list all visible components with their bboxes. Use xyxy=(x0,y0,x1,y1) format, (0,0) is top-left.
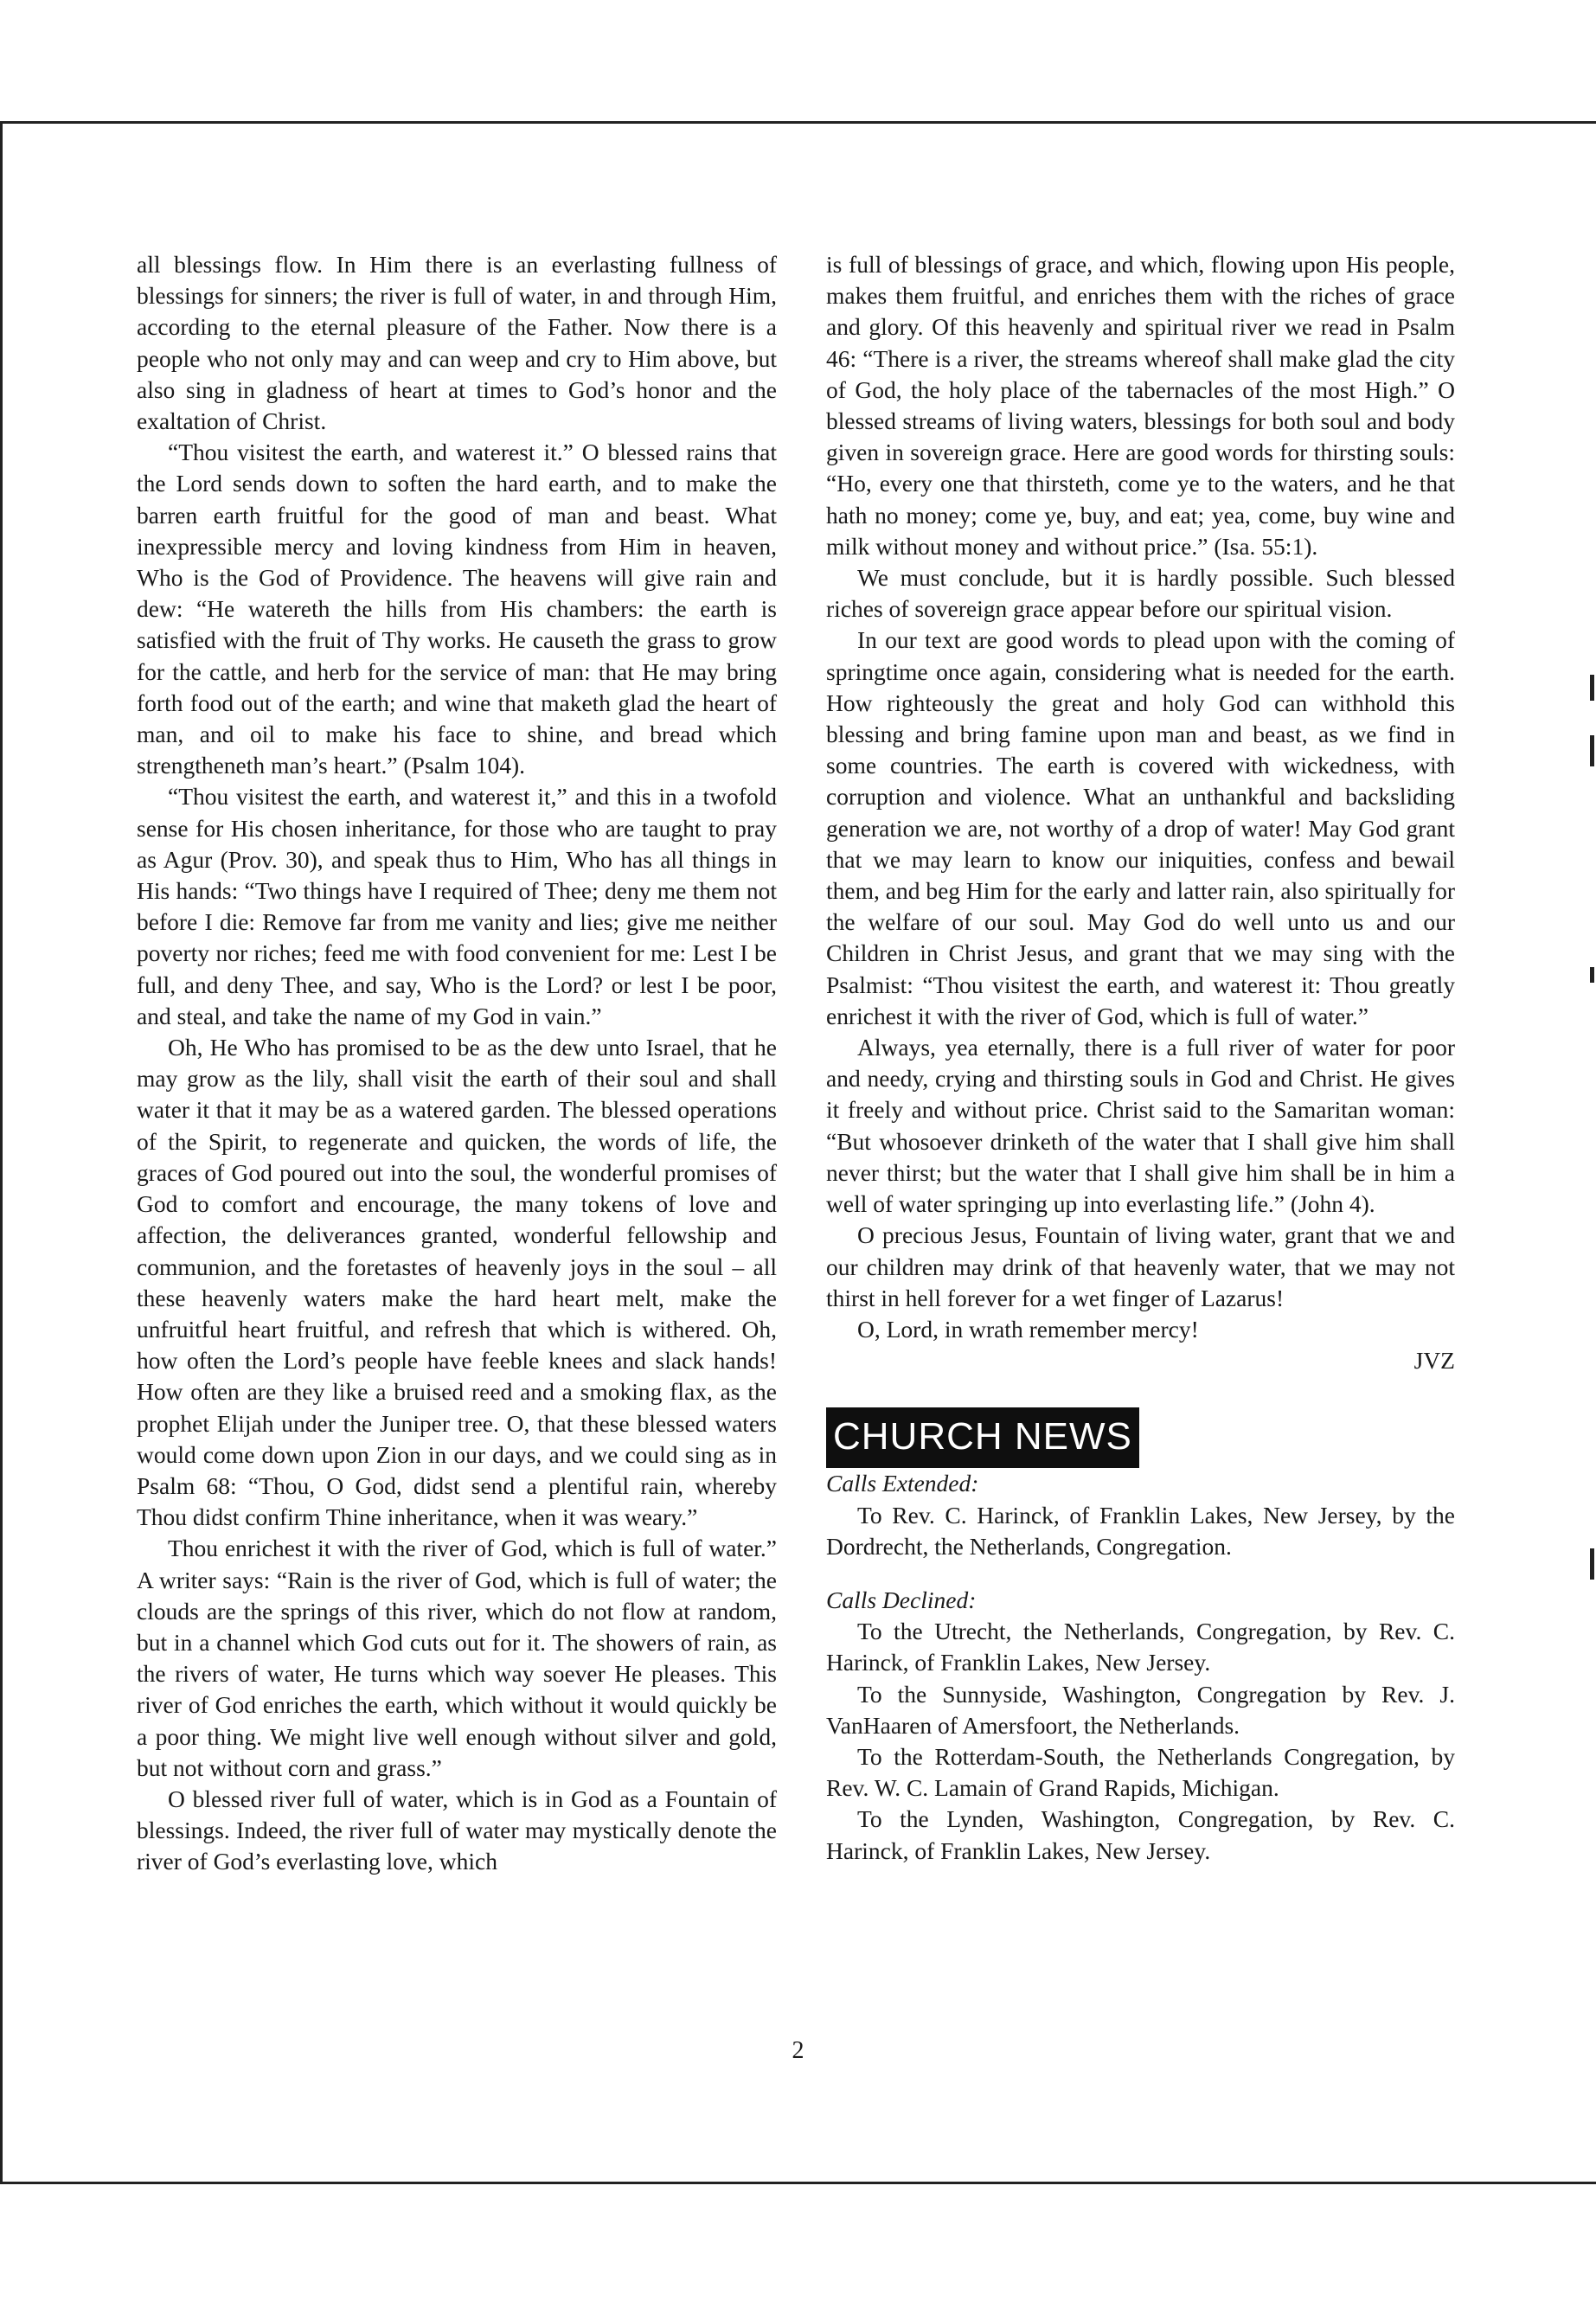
paragraph: all blessings flow. In Him there is an everlasting fullness of blessings for sinners; the river is full of water, in and through Him, according to the eternal pleasure of the Father. Now there is a people who not only may and can weep and cry to Him above, but also sing in gladness of heart at times to God’s honor and the exaltation of Christ. xyxy=(137,251,777,435)
church-news-banner: CHURCH NEWS xyxy=(826,1407,1139,1468)
paragraph: Always, yea eternally, there is a full river of water for poor and needy, crying and thirsting souls in God and Christ. He gives it freely and without price. Christ said to the Samaritan woman: “But whosoever drinketh of the water that I shall give him shall never thirst; but the water that I shall give him shall be in him a well of water springing up into everlasting life.” (John 4). xyxy=(826,1034,1455,1218)
paragraph: “Thou visitest the earth, and waterest it,” and this in a twofold sense for His chosen inheritance, for those who are taught to pray as Agur (Prov. 30), and speak thus to Him, Who has all things in His hands: “Two things have I required of Thee; deny me them not before I die: Remove far from me vanity and lies; give me neither poverty nor riches; feed me with food convenient for me: Lest I be full, and deny Thee, and say, Who is the Lord? or lest I be poor, and steal, and take the name of my God in vain.” xyxy=(137,783,777,1029)
calls-extended-heading: Calls Extended: xyxy=(826,1470,979,1497)
author-signature: JVZ xyxy=(1413,1347,1455,1375)
right-margin-mark xyxy=(1590,675,1594,701)
paragraph: “Thou visitest the earth, and waterest it.” O blessed rains that the Lord sends down to soften the hard earth, and to make the barren earth fruitful for the good of man and beast. What inexpressible mercy and loving kindness from Him in heaven, Who is the God of Providence. The heavens will give rain and dew: “He watereth the hills from His chambers: the earth is satisfied with the fruit of Thy works. He causeth the grass to grow for the cattle, and herb for the service of man: that He may bring forth food out of the earth; and wine that maketh glad the heart of man, and oil to make his face to shine, and bread which strengtheneth man’s heart.” (Psalm 104). xyxy=(137,439,777,779)
news-item: To the Rotterdam-South, the Netherlands Congregation, by Rev. W. C. Lamain of Grand Rapids, Michigan. xyxy=(826,1742,1455,1802)
right-margin-mark xyxy=(1590,967,1594,983)
paragraph: O, Lord, in wrath remember mercy! xyxy=(857,1315,1199,1343)
paragraph: We must conclude, but it is hardly possible. Such blessed riches of sovereign grace appear before our spiritual vision. xyxy=(826,564,1455,623)
spacer xyxy=(826,1562,1455,1585)
paragraph: is full of blessings of grace, and which, flowing upon His people, makes them fruitful, and enriches them with the riches of grace and glory. Of this heavenly and spiritual river we read in Psalm 46: “There is a river, the streams whereof shall make glad the city of God, the holy place of the tabernacles of the most High.” O blessed streams of living waters, blessings for both soul and body given in sovereign grace. Here are good words for thirsting souls: “Ho, every one that thirsteth, come ye to the waters, and he that hath no money; come ye, buy, and eat; yea, come, buy wine and milk without money and without price.” (Isa. 55:1). xyxy=(826,251,1455,560)
right-margin-mark xyxy=(1590,735,1594,766)
paragraph: O blessed river full of water, which is in God as a Fountain of blessings. Indeed, the river full of water may mystically denote the river of God’s everlasting love, which xyxy=(137,1785,777,1875)
news-item: To Rev. C. Harinck, of Franklin Lakes, New Jersey, by the Dordrecht, the Netherlands, Congregation. xyxy=(826,1501,1455,1560)
news-item: To the Lynden, Washington, Congregation, by Rev. C. Harinck, of Franklin Lakes, New Jersey. xyxy=(826,1805,1455,1864)
page-number: 2 xyxy=(792,2037,804,2064)
left-column xyxy=(137,249,777,1878)
news-item: To the Sunnyside, Washington, Congregation by Rev. J. VanHaaren of Amersfoort, the Netherlands. xyxy=(826,1680,1455,1739)
paragraph: Thou enrichest it with the river of God, which is full of water.” A writer says: “Rain is the river of God, which is full of water; the clouds are the springs of this river, which do not flow at random, but in a channel which God cuts out for it. The showers of rain, as the rivers of water, He turns which way soever He pleases. This river of God enriches the earth, which without it would quickly be a poor thing. We might live well enough without silver and gold, but not without corn and grass.” xyxy=(137,1535,777,1781)
paragraph: O precious Jesus, Fountain of living water, grant that we and our children may drink of that heavenly water, that we may not thirst in hell forever for a wet finger of Lazarus! xyxy=(826,1221,1455,1311)
right-margin-mark xyxy=(1590,1548,1594,1580)
calls-declined-heading: Calls Declined: xyxy=(826,1586,977,1613)
right-column xyxy=(826,249,1455,1867)
paragraph: Oh, He Who has promised to be as the dew unto Israel, that he may grow as the lily, shall visit the earth of their soul and shall water it that it may be as a watered garden. The blessed operations of the Spirit, to regenerate and quicken, the words of life, the graces of God poured out into the soul, the wonderful promises of God to comfort and encourage, the many tokens of love and affection, the deliverances granted, wonderful fellowship and communion, and the foretastes of heavenly joys in the soul – all these heavenly waters make the hard heart melt, make the unfruitful heart fruitful, and refresh that which is withered. Oh, how often the Lord’s people have feeble knees and slack hands! How often are they like a bruised reed and a smoking flax, as the prophet Elijah under the Juniper tree. O, that these blessed waters would come down upon Zion in our days, and we could sing as in Psalm 68: “Thou, O God, didst send a plentiful rain, whereby Thou didst confirm Thine inheritance, when it was weary.” xyxy=(137,1034,777,1531)
paragraph: In our text are good words to plead upon with the coming of springtime once again, considering what is needed for the earth. How righteously the great and holy God can withhold this blessing and bring famine upon man and beast, as we find in some countries. The earth is covered with wickedness, with corruption and violence. What an unthankful and backsliding generation we are, not worthy of a drop of water! May God grant that we may learn to know our iniquities, confess and bewail them, and beg Him for the early and latter rain, also spiritually for the welfare of our soul. May God do well unto us and our Children in Christ Jesus, and grant that we may sing with the Psalmist: “Thou visitest the earth, and waterest it: Thou greatly enrichest it with the river of God, which is full of water.” xyxy=(826,626,1455,1029)
news-item: To the Utrecht, the Netherlands, Congregation, by Rev. C. Harinck, of Franklin Lakes, New Jersey. xyxy=(826,1618,1455,1676)
